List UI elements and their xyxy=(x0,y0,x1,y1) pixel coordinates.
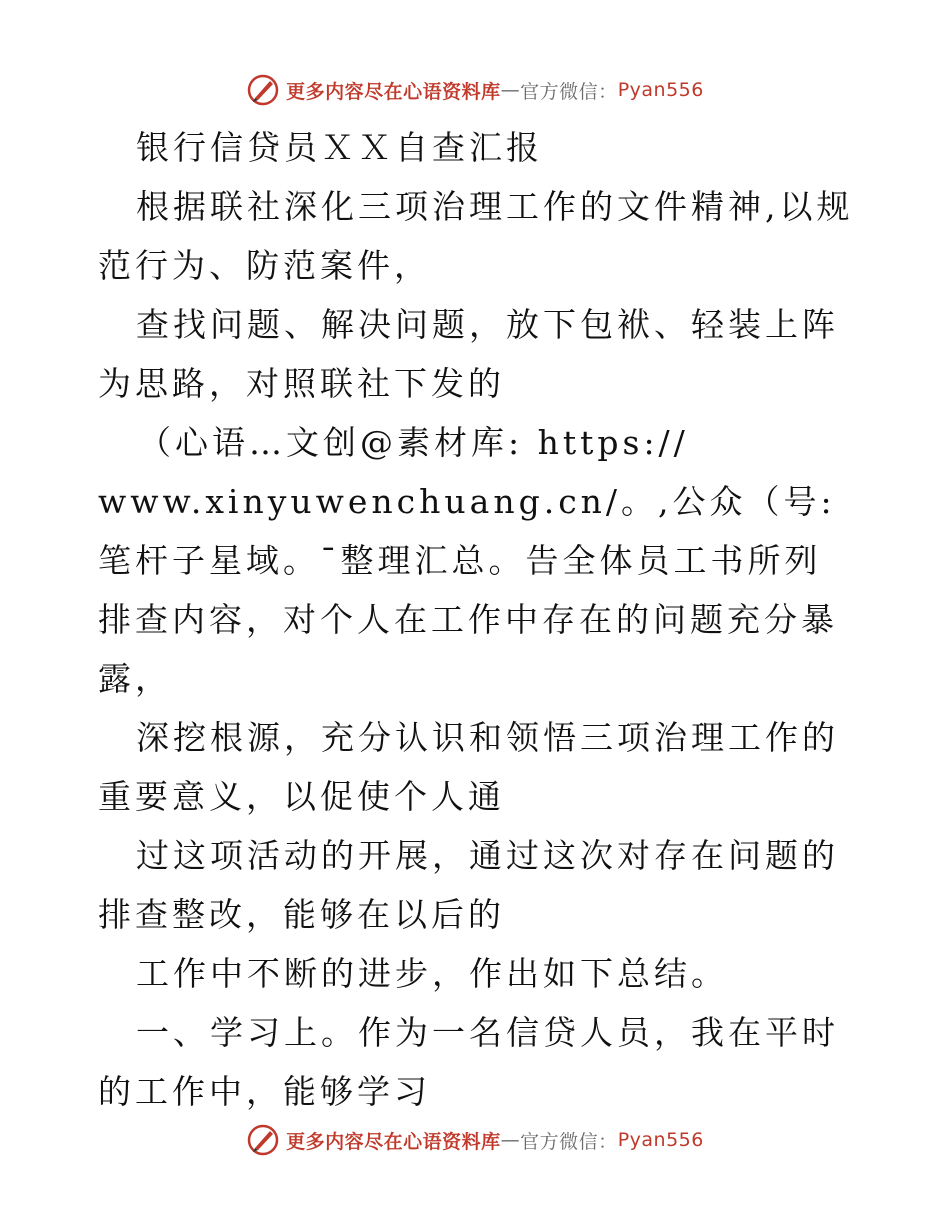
paragraph-1: 根据联社深化三项治理工作的文件精神,以规范行为、防范案件， xyxy=(98,187,854,285)
header-separator: — xyxy=(500,79,521,101)
footer-account: Pyan556 xyxy=(617,1129,704,1151)
footer-separator: — xyxy=(500,1129,521,1151)
header-banner xyxy=(0,70,950,110)
header-account: Pyan556 xyxy=(617,79,704,101)
document-title: 银行信贷员ＸＸ自查汇报 xyxy=(136,128,543,167)
quill-logo-icon xyxy=(246,1123,280,1157)
document-body xyxy=(98,118,858,1121)
header-official-label: 官方微信： xyxy=(520,80,618,103)
paragraph-5: 深挖根源，充分认识和领悟三项治理工作的重要意义，以促使个人通 xyxy=(98,718,839,816)
header-lead-text: 更多内容尽在心语资料库 xyxy=(286,80,501,103)
paragraph-7: 工作中不断的进步，作出如下总结。 xyxy=(136,954,728,993)
footer-lead-text: 更多内容尽在心语资料库 xyxy=(286,1130,501,1153)
paragraph-8: 一、学习上。作为一名信贷人员，我在平时的工作中，能够学习 xyxy=(98,1013,839,1111)
footer-banner xyxy=(0,1120,950,1160)
paragraph-2: 查找问题、解决问题，放下包袱、轻装上阵为思路，对照联社下发的 xyxy=(98,305,839,403)
paragraph-6: 过这项活动的开展，通过这次对存在问题的排查整改，能够在以后的 xyxy=(98,836,839,934)
paragraph-3: （心语…文创@素材库: https:// xyxy=(138,423,689,462)
quill-logo-icon xyxy=(246,73,280,107)
paragraph-4: www.xinyuwenchuang.cn/。,公众（号: 笔杆子星域。¯整理汇总。告全体员工书所列排查内容，对个人在工作中存在的问题充分暴露， xyxy=(98,482,838,698)
footer-official-label: 官方微信： xyxy=(520,1130,618,1153)
